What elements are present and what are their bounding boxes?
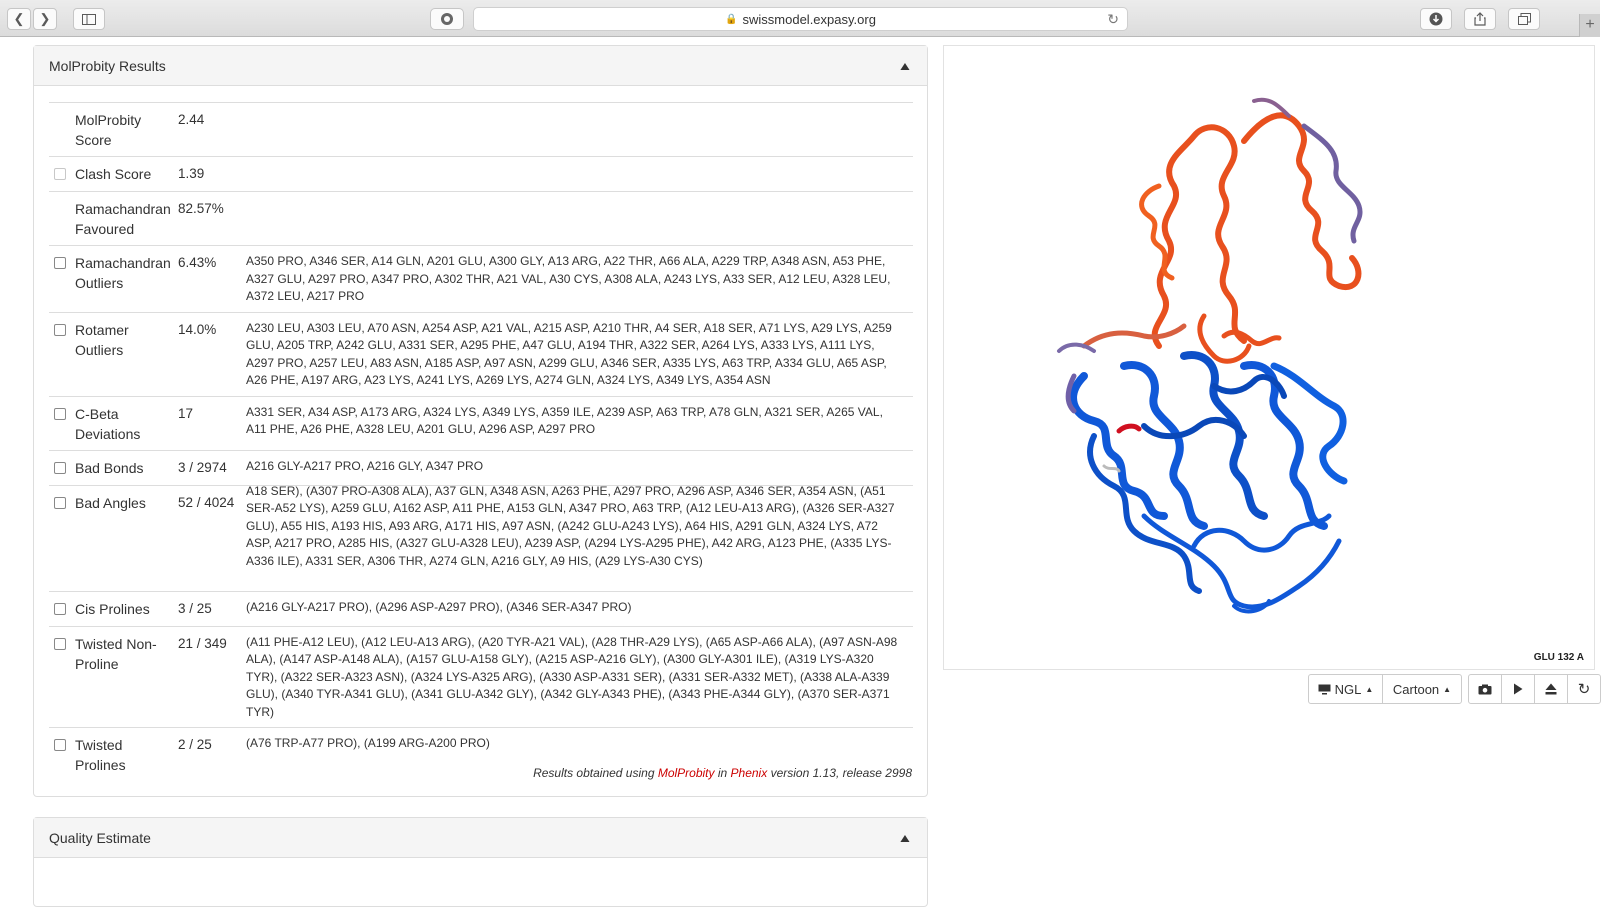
collapse-icon[interactable]: ▲ <box>897 830 913 845</box>
row-label: Cis Prolines <box>75 591 178 626</box>
row-value: 14.0% <box>178 312 246 396</box>
caret-up-icon: ▲ <box>1443 684 1452 694</box>
row-value: 82.57% <box>178 192 246 246</box>
table-row <box>49 591 913 626</box>
download-icon <box>1429 12 1443 26</box>
refresh-icon: ↻ <box>1577 681 1591 698</box>
row-label: C-Beta Deviations <box>75 396 178 450</box>
camera-icon <box>1478 684 1492 695</box>
row-label: Bad Angles <box>75 485 178 591</box>
screenshot-button[interactable] <box>1468 674 1502 704</box>
phenix-link[interactable]: Phenix <box>730 766 768 780</box>
quality-panel-header[interactable] <box>34 818 927 858</box>
row-details <box>246 103 913 157</box>
row-details: A216 GLY-A217 PRO, A216 GLY, A347 PRO <box>246 450 913 485</box>
tabs-icon <box>1518 13 1531 25</box>
browser-toolbar <box>0 0 1600 37</box>
sidebar-icon <box>82 14 96 25</box>
chevron-left-icon: ❮ <box>13 11 25 26</box>
row-label: Ramachandran Outliers <box>75 246 178 313</box>
extension-button[interactable] <box>430 8 464 30</box>
row-label: Bad Bonds <box>75 450 178 485</box>
row-checkbox[interactable] <box>54 257 66 269</box>
row-checkbox[interactable] <box>54 324 66 336</box>
row-checkbox[interactable] <box>54 497 66 509</box>
row-value: 1.39 <box>178 157 246 192</box>
back-button[interactable] <box>7 8 31 30</box>
representation-dropdown[interactable]: Cartoon ▲ <box>1382 674 1462 704</box>
address-bar[interactable] <box>473 7 1128 31</box>
table-row <box>49 157 913 192</box>
lock-icon: 🔒 <box>725 13 738 25</box>
url-text: swissmodel.expasy.org <box>742 11 876 27</box>
downloads-button[interactable] <box>1420 8 1452 30</box>
residue-label: GLU 132 A <box>1533 652 1584 663</box>
row-value: 2 / 25 <box>178 728 246 782</box>
row-details: A350 PRO, A346 SER, A14 GLN, A201 GLU, A300 GLY, A13 ARG, A22 THR, A66 ALA, A229 TRP, A348 ASN, A53 PHE, A327 GLU, A297 PRO, A347 PRO, A302 THR, A21 VAL, A30 CYS, A308 ALA, A243 LYS, A33 SER, A12 LEU, A328 LEU, A372 LEU, A217 PRO <box>246 246 913 313</box>
monitor-icon <box>1318 684 1331 695</box>
table-row <box>49 626 913 728</box>
row-label: Twisted Non-Proline <box>75 626 178 728</box>
reload-icon[interactable]: ↻ <box>1107 11 1119 27</box>
share-icon <box>1474 12 1486 26</box>
row-details: (A11 PHE-A12 LEU), (A12 LEU-A13 ARG), (A20 TYR-A21 VAL), (A28 THR-A29 LYS), (A65 ASP-A66 ALA), (A97 ASN-A98 ALA), (A147 ASP-A148 ALA), (A157 GLU-A158 GLY), (A215 ASP-A216 GLY), (A300 GLY-A301 ILE), (A319 LYS-A320 TYR), (A322 SER-A323 ASN), (A324 LYS-A325 ARG), (A330 ASP-A331 SER), (A331 SER-A332 MET), (A338 ALA-A339 GLU), (A340 TYR-A341 GLU), (A341 GLU-A342 GLY), (A342 GLY-A343 PHE), (A343 PHE-A344 GLY), (A370 SER-A371 TYR) <box>246 626 913 728</box>
eject-button[interactable] <box>1534 674 1568 704</box>
row-value: 3 / 25 <box>178 591 246 626</box>
row-value: 17 <box>178 396 246 450</box>
reset-view-button[interactable] <box>1567 674 1601 704</box>
row-details <box>246 157 913 192</box>
row-value: 3 / 2974 <box>178 450 246 485</box>
row-checkbox[interactable] <box>54 168 66 180</box>
chevron-right-icon: ❯ <box>39 11 51 26</box>
play-button[interactable] <box>1501 674 1535 704</box>
molprobity-panel <box>33 45 928 797</box>
row-label: Ramachandran Favoured <box>75 192 178 246</box>
structure-viewer[interactable] <box>943 45 1595 670</box>
sidebar-button[interactable] <box>73 8 105 30</box>
row-details <box>246 192 913 246</box>
play-icon <box>1513 683 1523 695</box>
row-checkbox[interactable] <box>54 462 66 474</box>
quality-estimate-panel <box>33 817 928 907</box>
protein-structure-image <box>944 46 1594 669</box>
molprobity-panel-header[interactable] <box>34 46 927 86</box>
table-row <box>49 312 913 396</box>
table-row <box>49 246 913 313</box>
row-value: 52 / 4024 <box>178 485 246 591</box>
row-value: 2.44 <box>178 103 246 157</box>
forward-button[interactable] <box>33 8 57 30</box>
row-label: MolProbity Score <box>75 103 178 157</box>
table-row <box>49 396 913 450</box>
table-row <box>49 450 913 485</box>
viewer-controls <box>1309 674 1462 704</box>
results-footnote: Results obtained using MolProbity in Phenix version 1.13, release 2998 <box>533 766 912 780</box>
new-tab-button[interactable]: + <box>1579 14 1600 37</box>
viewer-action-buttons <box>1468 674 1601 704</box>
row-label: Rotamer Outliers <box>75 312 178 396</box>
molprobity-table <box>49 102 913 781</box>
table-row <box>49 192 913 246</box>
row-details: (A76 TRP-A77 PRO), (A199 ARG-A200 PRO) <box>246 728 913 782</box>
eject-icon <box>1545 683 1557 695</box>
molprobity-link[interactable]: MolProbity <box>657 766 715 780</box>
row-details: A230 LEU, A303 LEU, A70 ASN, A254 ASP, A21 VAL, A215 ASP, A210 THR, A4 SER, A18 SER, A71 LYS, A29 LYS, A259 GLU, A205 TRP, A242 GLU, A331 SER, A295 PHE, A47 GLU, A194 THR, A322 SER, A264 LYS, A333 LYS, A111 LYS, A297 PRO, A257 LEU, A83 ASN, A185 ASP, A97 ASN, A299 GLU, A346 SER, A335 LYS, A63 TRP, A334 GLU, A65 ASP, A26 PHE, A197 ARG, A23 LYS, A241 LYS, A269 LYS, A274 GLN, A324 LYS, A349 LYS, A354 ASN <box>246 312 913 396</box>
row-checkbox[interactable] <box>54 638 66 650</box>
row-value: 21 / 349 <box>178 626 246 728</box>
table-row <box>49 103 913 157</box>
table-row <box>49 485 913 591</box>
panel-title: Quality Estimate <box>49 829 151 846</box>
row-value: 6.43% <box>178 246 246 313</box>
row-checkbox[interactable] <box>54 408 66 420</box>
row-label: Twisted Prolines <box>75 728 178 782</box>
row-details-scroll[interactable]: A18 SER), (A307 PRO-A308 ALA), A37 GLN, A348 ASN, A263 PHE, A297 PRO, A296 ASP, A346 SER, A354 ASN, (A51 SER-A52 LYS), A259 GLU, A162 ASP, A11 PHE, A153 GLN, A347 PRO, A63 TRP, (A12 LEU-A13 ARG), (A326 SER-A327 GLU), A55 HIS, A193 HIS, A93 ARG, A171 HIS, A97 ASN, (A242 GLU-A243 LYS), A64 HIS, A291 GLN, A324 LYS, A72 ASP, A217 PRO, A285 HIS, (A327 GLU-A328 LEU), A239 ASP, (A294 LYS-A295 PHE), A42 ARG, A123 PHE, (A335 LYS-A336 ILE), A331 SER, A306 THR, A274 GLN, A216 GLY, A9 HIS, (A29 LYS-A30 CYS) <box>246 485 913 591</box>
row-details: (A216 GLY-A217 PRO), (A296 ASP-A297 PRO), (A346 SER-A347 PRO) <box>246 591 913 626</box>
tabs-button[interactable] <box>1508 8 1540 30</box>
row-checkbox[interactable] <box>54 739 66 751</box>
row-details: A331 SER, A34 ASP, A173 ARG, A324 LYS, A349 LYS, A359 ILE, A239 ASP, A63 TRP, A78 GLN, A321 SER, A265 VAL, A11 PHE, A26 PHE, A328 LEU, A201 GLU, A296 ASP, A297 PRO <box>246 396 913 450</box>
row-checkbox[interactable] <box>54 603 66 615</box>
ghostery-icon <box>440 12 454 26</box>
engine-dropdown[interactable]: NGL ▲ <box>1308 674 1383 704</box>
collapse-icon[interactable]: ▲ <box>897 58 913 73</box>
row-label: Clash Score <box>75 157 178 192</box>
caret-up-icon: ▲ <box>1365 684 1374 694</box>
share-button[interactable] <box>1464 8 1496 30</box>
panel-title: MolProbity Results <box>49 57 166 74</box>
